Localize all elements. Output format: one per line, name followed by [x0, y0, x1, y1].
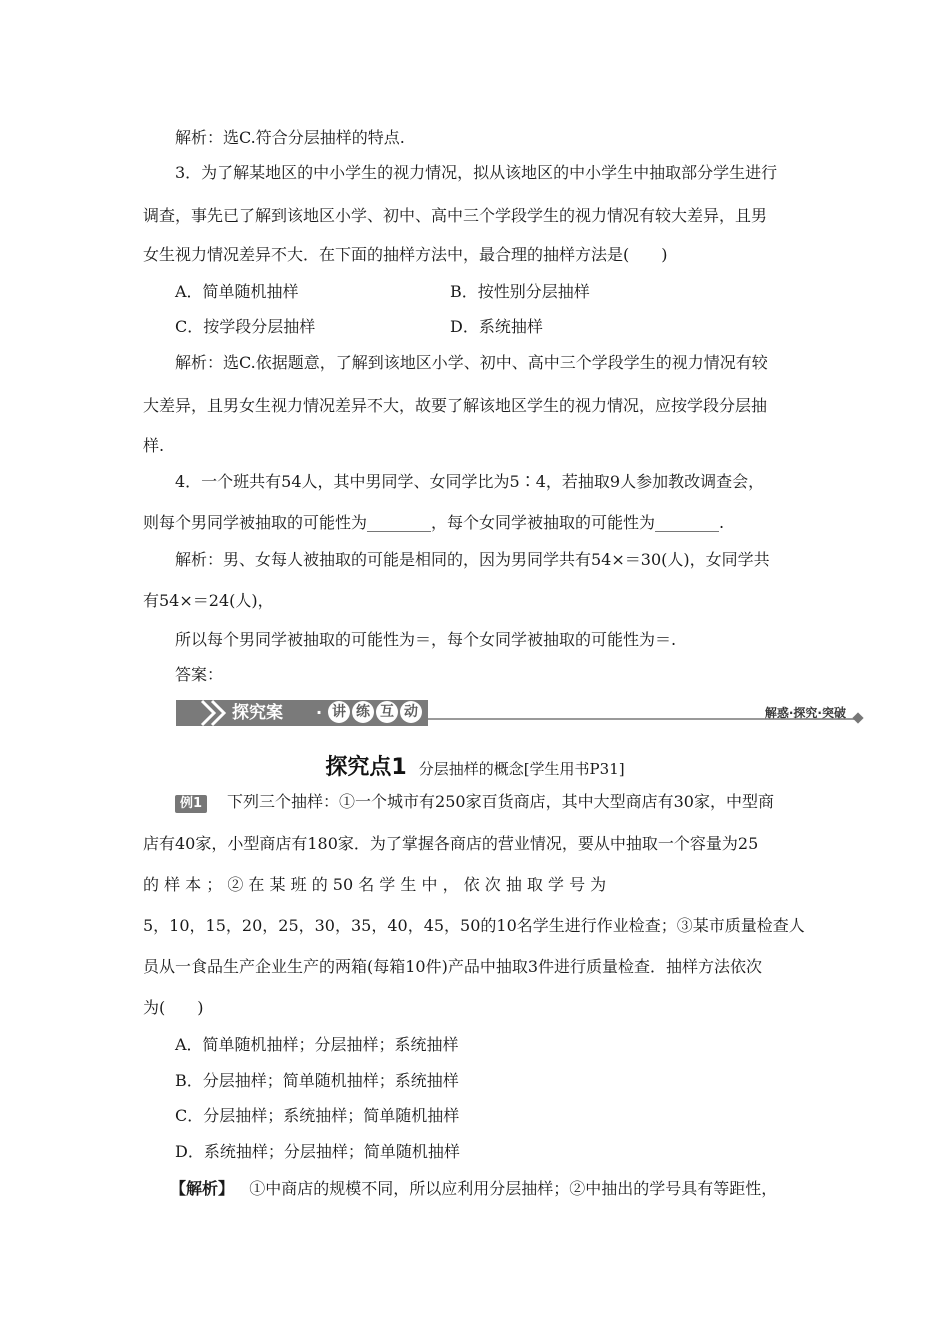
banner-dot: · [316, 703, 323, 722]
question-4-line1: 4．一个班共有54人，其中男同学、女同学比为5∶4，若抽取9人参加教改调查会， [175, 472, 765, 491]
answer-q3-line3: 样. [143, 436, 165, 455]
option-b: B．按性别分层抽样 [450, 282, 590, 301]
banner-circles [328, 701, 424, 723]
answer-q3-line1: 解析：选C.依据题意，了解到该地区小学、初中、高中三个学段学生的视力情况有较 [175, 353, 768, 372]
option-a: A．简单随机抽样 [175, 282, 299, 301]
diamond-icon [852, 712, 863, 723]
banner-circle-char: 互 [376, 701, 398, 723]
answer-q2: 解析：选C.符合分层抽样的特点. [175, 128, 405, 147]
answer-q4-line1: 解析：男、女每人被抽取的可能是相同的，因为男同学共有54×＝30(人)，女同学共 [175, 550, 770, 569]
section-heading [0, 750, 950, 781]
answer-q3-line2: 大差异，且男女生视力情况差异不大，故要了解该地区学生的视力情况，应按学段分层抽 [143, 396, 768, 415]
section-banner [176, 698, 866, 732]
example-option-a: A．简单随机抽样；分层抽样；系统抽样 [175, 1035, 459, 1054]
answer-q4-line2: 有54×＝24(人)， [143, 591, 274, 610]
chevron-right-icon [198, 698, 228, 728]
example-line2: 店有40家，小型商店有180家．为了掌握各商店的营业情况，要从中抽取一个容量为25 [143, 834, 759, 853]
explanation-line [170, 1178, 777, 1200]
example-text: 下列三个抽样：①一个城市有250家百货商店，其中大型商店有30家，中型商 [227, 792, 774, 811]
question-3-line1: 3．为了解某地区的中小学生的视力情况，拟从该地区的中小学生中抽取部分学生进行 [175, 163, 778, 182]
question-3-line3: 女生视力情况差异不大．在下面的抽样方法中，最合理的抽样方法是( ) [143, 245, 668, 264]
example-option-c: C．分层抽样；系统抽样；简单随机抽样 [175, 1106, 460, 1125]
example-badge: 例1 [175, 795, 207, 813]
example-line1 [175, 791, 774, 813]
example-option-d: D．系统抽样；分层抽样；简单随机抽样 [175, 1142, 460, 1161]
example-line4: 5，10，15，20，25，30，35，40，45，50的10名学生进行作业检查；③某市质量检查人 [143, 916, 805, 935]
question-4-line2: 则每个男同学被抽取的可能性为________，每个女同学被抽取的可能性为________. [143, 513, 725, 532]
option-d: D．系统抽样 [450, 317, 543, 336]
example-line5: 员从一食品生产企业生产的两箱(每箱10件)产品中抽取3件进行质量检查．抽样方法依次 [143, 957, 763, 976]
question-3-line2: 调查，事先已了解到该地区小学、初中、高中三个学段学生的视力情况有较大差异，且男 [143, 206, 768, 225]
option-c: C．按学段分层抽样 [175, 317, 316, 336]
banner-circle-char: 讲 [328, 701, 350, 723]
example-line6: 为( ) [143, 998, 204, 1017]
banner-circle-char: 练 [352, 701, 374, 723]
explanation-label: 【解析】 [170, 1179, 235, 1198]
banner-circle-char: 动 [400, 701, 422, 723]
explanation-text: ①中商店的规模不同，所以应利用分层抽样；②中抽出的学号具有等距性， [249, 1179, 778, 1198]
example-option-b: B．分层抽样；简单随机抽样；系统抽样 [175, 1071, 459, 1090]
answer-q4-line3: 所以每个男同学被抽取的可能性为＝，每个女同学被抽取的可能性为＝. [175, 630, 677, 649]
banner-tagline: 解惑·探究·突破 [764, 706, 846, 720]
example-line3: 的 样 本 ； ② 在 某 班 的 50 名 学 生 中 ， 依 次 抽 取 学 号 为 [143, 875, 607, 894]
section-subtitle: 分层抽样的概念[学生用书P31] [418, 760, 625, 778]
banner-title: 探究案 [232, 703, 283, 723]
section-title: 探究点1 [325, 755, 407, 780]
answer-label: 答案： [175, 665, 224, 684]
